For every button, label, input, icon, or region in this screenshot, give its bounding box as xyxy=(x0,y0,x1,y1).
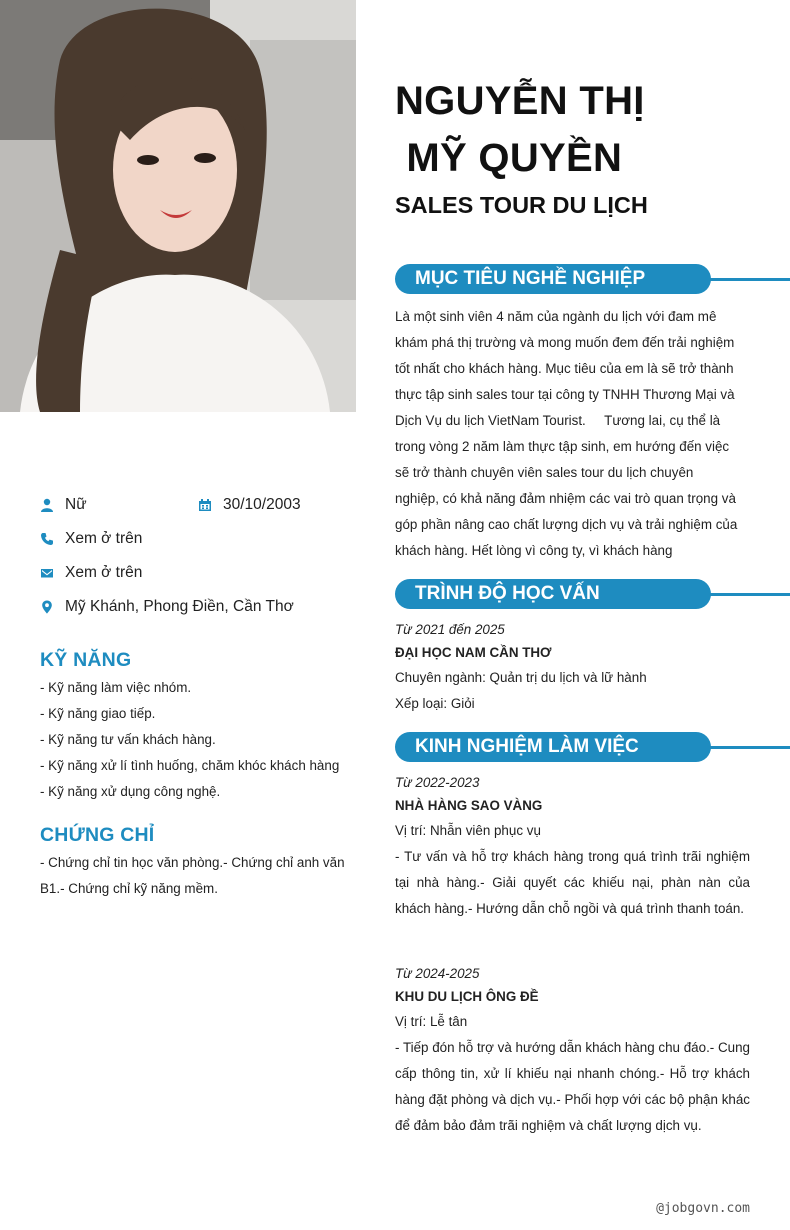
objective-section-header xyxy=(395,264,790,294)
job-description: - Tư vấn và hỗ trợ khách hàng trong quá trình trãi nghiệm tại nhà hàng.- Giải quyết các khiếu nại, phàn nàn của khách hàng.- Hướng dẫn chỗ ngồi và quá trình thanh toán. xyxy=(395,849,750,916)
skill-item: - Kỹ năng xử dụng công nghệ. xyxy=(40,784,221,799)
objective-line: Dịch Vụ du lịch VietNam Tourist. Tương lai, cụ thể là xyxy=(395,413,721,428)
certificates-text: - Chứng chỉ tin học văn phòng.- Chứng chỉ anh văn B1.- Chứng chỉ kỹ năng mềm. xyxy=(40,855,345,896)
skill-item: - Kỹ năng xử lí tình huống, chăm khóc khách hàng xyxy=(40,758,340,773)
address-row xyxy=(40,595,294,619)
objective-line: sẽ trở thành chuyên viên sales tour du lịch chuyên xyxy=(395,465,694,480)
objective-line: góp phần nâng cao chất lượng dịch vụ và trải nghiệm của xyxy=(395,517,738,532)
objective-line: tốt nhất cho khách hàng. Mục tiêu của em là sẽ trở thành xyxy=(395,361,734,376)
name-line-2: MỸ QUYỀN xyxy=(395,136,623,180)
job-position: Vị trí: Lễ tân xyxy=(395,1014,468,1029)
skill-item: - Kỹ năng làm việc nhóm. xyxy=(40,680,192,695)
phone-icon xyxy=(40,532,54,546)
education-major: Chuyên ngành: Quản trị du lịch và lữ hành xyxy=(395,670,647,685)
watermark: @jobgovn.com xyxy=(656,1201,750,1216)
gender-value: Nữ xyxy=(65,496,87,513)
job-company: NHÀ HÀNG SAO VÀNG xyxy=(395,798,543,813)
job-period: Từ 2024-2025 xyxy=(395,966,480,981)
email-icon xyxy=(40,566,54,580)
section-divider xyxy=(705,278,790,281)
phone-value: Xem ở trên xyxy=(65,530,143,547)
objective-line: Là một sinh viên 4 năm của ngành du lịch với đam mê xyxy=(395,309,717,324)
person-icon xyxy=(40,498,54,512)
job-description: - Tiếp đón hỗ trợ và hướng dẫn khách hàng chu đáo.- Cung cấp thông tin, xử lí khiếu nại nhanh chóng.- Hỗ trợ khách hàng đặt phòng và dịch vụ.- Phối hợp với các bộ phận khác để đảm bảo đảm trãi nghiệm và chất lượng dịch vụ. xyxy=(395,1040,750,1133)
candidate-name xyxy=(395,73,645,187)
objective-line: nghiệp, có khả năng đảm nhiệm các vai trò quan trọng và xyxy=(395,491,736,506)
education-section-header xyxy=(395,579,790,609)
section-divider xyxy=(705,593,790,596)
job-period: Từ 2022-2023 xyxy=(395,775,480,790)
calendar-icon xyxy=(198,498,212,512)
job-position: Vị trí: Nhẫn viên phục vụ xyxy=(395,823,541,838)
education-period: Từ 2021 đến 2025 xyxy=(395,622,505,637)
job-company: KHU DU LỊCH ÔNG ĐỀ xyxy=(395,989,539,1004)
education-grade: Xếp loại: Giỏi xyxy=(395,696,475,711)
skill-item: - Kỹ năng tư vấn khách hàng. xyxy=(40,732,216,747)
skill-item: - Kỹ năng giao tiếp. xyxy=(40,706,156,721)
certificates-heading: CHỨNG CHỈ xyxy=(40,824,155,846)
objective-line: khám phá thị trường và mong muốn đem đến trải nghiệm xyxy=(395,335,735,350)
objective-text xyxy=(395,304,750,564)
education-heading: TRÌNH ĐỘ HỌC VẤN xyxy=(395,579,711,609)
objective-heading: MỤC TIÊU NGHỀ NGHIỆP xyxy=(395,264,711,294)
name-line-1: NGUYỄN THỊ xyxy=(395,79,645,123)
birthday-value: 30/10/2003 xyxy=(223,496,301,513)
email-value: Xem ở trên xyxy=(65,564,143,581)
email-row xyxy=(40,561,142,585)
birthday-row xyxy=(198,493,301,517)
gender-row xyxy=(40,493,87,517)
objective-line: thực tập sinh sales tour tại công ty TNHH Thương Mại và xyxy=(395,387,735,402)
objective-line: khách hàng. Hết lòng vì công ty, vì khách hàng xyxy=(395,543,673,558)
profile-photo xyxy=(0,0,356,412)
skills-list xyxy=(40,675,354,805)
education-school: ĐẠI HỌC NAM CẦN THƠ xyxy=(395,645,552,660)
section-divider xyxy=(705,746,790,749)
experience-section-header xyxy=(395,732,790,762)
job-title: SALES TOUR DU LỊCH xyxy=(395,192,648,218)
objective-line: trong vòng 2 năm làm thực tập sinh, em hướng đến việc xyxy=(395,439,730,454)
skills-heading: KỸ NĂNG xyxy=(40,649,132,671)
location-pin-icon xyxy=(40,600,54,614)
phone-row xyxy=(40,527,142,551)
address-value: Mỹ Khánh, Phong Điền, Cần Thơ xyxy=(65,598,294,615)
experience-heading: KINH NGHIỆM LÀM VIỆC xyxy=(395,732,711,762)
